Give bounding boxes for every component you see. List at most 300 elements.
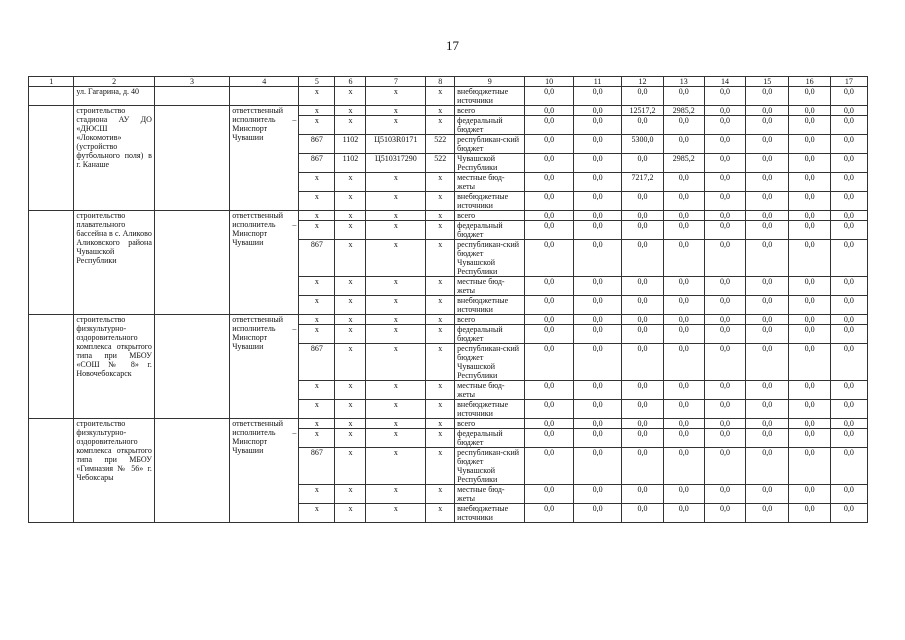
funding-source-cell: федеральный бюджет (455, 325, 525, 344)
section-code-cell: x (335, 344, 366, 381)
amount-cell: 0,0 (663, 211, 704, 221)
amount-cell: 0,0 (746, 116, 789, 135)
amount-cell: 0,0 (830, 315, 867, 325)
amount-cell: 0,0 (573, 211, 622, 221)
target-article-cell: x (366, 116, 426, 135)
section-code-cell: x (335, 240, 366, 277)
funding-source-cell: федеральный бюджет (455, 221, 525, 240)
amount-cell: 0,0 (525, 419, 574, 429)
funding-source-cell: местные бюд-жеты (455, 173, 525, 192)
program-cell (154, 106, 229, 211)
section-code-cell: x (335, 315, 366, 325)
expense-type-cell: x (426, 211, 455, 221)
amount-cell: 0,0 (789, 154, 830, 173)
amount-cell: 0,0 (525, 344, 574, 381)
expense-type-cell: 522 (426, 135, 455, 154)
section-code-cell: 1102 (335, 135, 366, 154)
table-row (29, 106, 868, 116)
amount-cell: 0,0 (704, 504, 745, 523)
target-article-cell: x (366, 325, 426, 344)
amount-cell: 0,0 (704, 381, 745, 400)
amount-cell: 0,0 (704, 154, 745, 173)
table-row (29, 87, 868, 106)
amount-cell: 0,0 (525, 211, 574, 221)
amount-cell: 0,0 (830, 221, 867, 240)
amount-cell: 0,0 (663, 400, 704, 419)
amount-cell: 0,0 (525, 87, 574, 106)
header-cell: 9 (455, 77, 525, 87)
section-code-cell: x (335, 192, 366, 211)
amount-cell: 0,0 (525, 296, 574, 315)
expense-type-cell: x (426, 315, 455, 325)
amount-cell: 0,0 (746, 419, 789, 429)
expense-type-cell: x (426, 344, 455, 381)
amount-cell: 0,0 (830, 296, 867, 315)
amount-cell: 0,0 (704, 116, 745, 135)
amount-cell: 0,0 (663, 87, 704, 106)
section-code-cell: x (335, 419, 366, 429)
amount-cell: 0,0 (622, 325, 663, 344)
amount-cell: 0,0 (789, 419, 830, 429)
amount-cell: 0,0 (622, 344, 663, 381)
grbs-code-cell: 867 (299, 135, 335, 154)
page-number: 17 (446, 38, 459, 53)
amount-cell: 0,0 (746, 325, 789, 344)
amount-cell: 0,0 (830, 429, 867, 448)
row-number-cell (29, 315, 74, 419)
amount-cell: 0,0 (746, 485, 789, 504)
amount-cell: 0,0 (704, 344, 745, 381)
target-article-cell: x (366, 87, 426, 106)
amount-cell: 0,0 (789, 429, 830, 448)
amount-cell: 2985,2 (663, 154, 704, 173)
grbs-code-cell: x (299, 325, 335, 344)
amount-cell: 0,0 (622, 211, 663, 221)
grbs-code-cell: x (299, 277, 335, 296)
amount-cell: 0,0 (746, 448, 789, 485)
amount-cell: 0,0 (525, 240, 574, 277)
funding-source-cell: местные бюд-жеты (455, 277, 525, 296)
amount-cell: 0,0 (663, 429, 704, 448)
section-code-cell: x (335, 325, 366, 344)
amount-cell: 0,0 (573, 315, 622, 325)
amount-cell: 0,0 (573, 419, 622, 429)
table-row (29, 419, 868, 429)
grbs-code-cell: x (299, 87, 335, 106)
amount-cell: 0,0 (663, 192, 704, 211)
header-cell: 14 (704, 77, 745, 87)
amount-cell: 0,0 (746, 381, 789, 400)
amount-cell: 0,0 (622, 296, 663, 315)
amount-cell: 0,0 (704, 173, 745, 192)
grbs-code-cell: x (299, 173, 335, 192)
amount-cell: 0,0 (525, 173, 574, 192)
target-article-cell: x (366, 485, 426, 504)
amount-cell: 0,0 (573, 429, 622, 448)
amount-cell: 0,0 (525, 504, 574, 523)
amount-cell: 0,0 (573, 344, 622, 381)
amount-cell: 0,0 (789, 448, 830, 485)
expense-type-cell: x (426, 296, 455, 315)
amount-cell: 7217,2 (622, 173, 663, 192)
target-article-cell: x (366, 211, 426, 221)
amount-cell: 0,0 (789, 173, 830, 192)
amount-cell: 0,0 (746, 211, 789, 221)
amount-cell: 0,0 (573, 400, 622, 419)
amount-cell: 0,0 (663, 381, 704, 400)
amount-cell: 0,0 (746, 344, 789, 381)
amount-cell: 0,0 (789, 135, 830, 154)
amount-cell: 0,0 (525, 135, 574, 154)
event-description-cell: строительство стадиона АУ ДО «ДЮСШ «Локомотив» (устройство футбольного поля) в г. Канаше (74, 106, 154, 211)
grbs-code-cell: x (299, 429, 335, 448)
amount-cell: 0,0 (525, 154, 574, 173)
amount-cell: 0,0 (573, 381, 622, 400)
amount-cell: 0,0 (663, 504, 704, 523)
header-cell: 12 (622, 77, 663, 87)
amount-cell: 0,0 (746, 400, 789, 419)
grbs-code-cell: x (299, 381, 335, 400)
section-code-cell: x (335, 106, 366, 116)
amount-cell: 0,0 (573, 173, 622, 192)
amount-cell: 0,0 (573, 240, 622, 277)
header-cell: 4 (230, 77, 299, 87)
amount-cell: 0,0 (573, 116, 622, 135)
amount-cell: 0,0 (663, 325, 704, 344)
amount-cell: 0,0 (746, 154, 789, 173)
amount-cell: 5300,0 (622, 135, 663, 154)
expense-type-cell: x (426, 419, 455, 429)
grbs-code-cell: x (299, 221, 335, 240)
target-article-cell: x (366, 192, 426, 211)
amount-cell: 2985,2 (663, 106, 704, 116)
amount-cell: 0,0 (622, 277, 663, 296)
program-cell (154, 211, 229, 315)
amount-cell: 0,0 (789, 485, 830, 504)
funding-source-cell: республикан-ский бюджет (455, 135, 525, 154)
expense-type-cell: x (426, 400, 455, 419)
amount-cell: 0,0 (830, 344, 867, 381)
expense-type-cell: x (426, 325, 455, 344)
grbs-code-cell: x (299, 400, 335, 419)
amount-cell: 0,0 (746, 192, 789, 211)
target-article-cell: x (366, 296, 426, 315)
table-row (29, 211, 868, 221)
amount-cell: 0,0 (830, 173, 867, 192)
amount-cell: 0,0 (789, 381, 830, 400)
target-article-cell: x (366, 504, 426, 523)
amount-cell: 0,0 (573, 106, 622, 116)
header-cell: 6 (335, 77, 366, 87)
amount-cell: 0,0 (573, 485, 622, 504)
amount-cell: 0,0 (622, 116, 663, 135)
funding-source-cell: внебюджетные источники (455, 87, 525, 106)
amount-cell: 0,0 (663, 344, 704, 381)
grbs-code-cell: x (299, 419, 335, 429)
amount-cell: 0,0 (622, 240, 663, 277)
section-code-cell: x (335, 504, 366, 523)
amount-cell: 0,0 (663, 485, 704, 504)
target-article-cell: x (366, 344, 426, 381)
target-article-cell: x (366, 429, 426, 448)
amount-cell: 0,0 (746, 504, 789, 523)
target-article-cell: x (366, 381, 426, 400)
grbs-code-cell: x (299, 504, 335, 523)
section-code-cell: x (335, 429, 366, 448)
header-cell: 13 (663, 77, 704, 87)
grbs-code-cell: x (299, 485, 335, 504)
amount-cell: 0,0 (622, 429, 663, 448)
target-article-cell: x (366, 315, 426, 325)
header-cell: 8 (426, 77, 455, 87)
amount-cell: 0,0 (830, 277, 867, 296)
funding-source-cell: республикан-ский бюджет Чувашской Республики (455, 240, 525, 277)
amount-cell: 0,0 (704, 400, 745, 419)
amount-cell: 0,0 (622, 400, 663, 419)
amount-cell: 0,0 (704, 106, 745, 116)
header-cell: 17 (830, 77, 867, 87)
program-cell (154, 419, 229, 523)
amount-cell: 0,0 (704, 296, 745, 315)
funding-source-cell: внебюджетные источники (455, 504, 525, 523)
amount-cell: 0,0 (525, 400, 574, 419)
amount-cell: 0,0 (704, 135, 745, 154)
amount-cell: 0,0 (704, 448, 745, 485)
funding-source-cell: федеральный бюджет (455, 116, 525, 135)
budget-table (28, 76, 868, 523)
target-article-cell: x (366, 277, 426, 296)
amount-cell: 0,0 (663, 419, 704, 429)
amount-cell: 0,0 (525, 106, 574, 116)
target-article-cell: x (366, 448, 426, 485)
amount-cell: 0,0 (789, 240, 830, 277)
amount-cell: 0,0 (663, 173, 704, 192)
amount-cell: 0,0 (663, 240, 704, 277)
grbs-code-cell: x (299, 106, 335, 116)
expense-type-cell: x (426, 240, 455, 277)
amount-cell: 0,0 (746, 173, 789, 192)
event-description-cell: строительство физкультурно-оздоровительного комплекса открытого типа при МБОУ «Гимназия № 56» г. Чебоксары (74, 419, 154, 523)
executor-cell: ответственный исполнитель – Минспорт Чувашии (230, 211, 299, 315)
header-row (29, 77, 868, 87)
section-code-cell: x (335, 381, 366, 400)
section-code-cell: x (335, 400, 366, 419)
amount-cell: 0,0 (830, 400, 867, 419)
amount-cell: 0,0 (704, 419, 745, 429)
amount-cell: 0,0 (704, 87, 745, 106)
funding-source-cell: внебюджетные источники (455, 400, 525, 419)
amount-cell: 0,0 (573, 192, 622, 211)
amount-cell: 0,0 (622, 192, 663, 211)
header-cell: 7 (366, 77, 426, 87)
amount-cell: 0,0 (789, 504, 830, 523)
funding-source-cell: местные бюд-жеты (455, 381, 525, 400)
target-article-cell: x (366, 173, 426, 192)
amount-cell: 0,0 (622, 448, 663, 485)
amount-cell: 0,0 (789, 344, 830, 381)
amount-cell: 0,0 (830, 504, 867, 523)
amount-cell: 0,0 (830, 135, 867, 154)
section-code-cell: x (335, 277, 366, 296)
amount-cell: 0,0 (704, 485, 745, 504)
event-description-cell: строительство плавательного бассейна в с. Аликово Аликовского района Чувашской Республики (74, 211, 154, 315)
amount-cell: 0,0 (525, 448, 574, 485)
funding-source-cell: республикан-ский бюджет Чувашской Республики (455, 344, 525, 381)
amount-cell: 0,0 (704, 277, 745, 296)
amount-cell: 0,0 (830, 419, 867, 429)
program-cell (154, 87, 229, 106)
amount-cell: 0,0 (525, 221, 574, 240)
expense-type-cell: x (426, 116, 455, 135)
row-number-cell (29, 87, 74, 106)
amount-cell: 0,0 (663, 277, 704, 296)
amount-cell: 0,0 (704, 240, 745, 277)
amount-cell: 0,0 (622, 504, 663, 523)
amount-cell: 0,0 (830, 192, 867, 211)
section-code-cell: x (335, 296, 366, 315)
amount-cell: 0,0 (622, 485, 663, 504)
header-cell: 5 (299, 77, 335, 87)
row-number-cell (29, 211, 74, 315)
event-description-cell: строительство физкультурно-оздоровительного комплекса открытого типа при МБОУ «СОШ № 8» г. Новочебоксарск (74, 315, 154, 419)
amount-cell: 0,0 (789, 400, 830, 419)
amount-cell: 0,0 (622, 154, 663, 173)
amount-cell: 0,0 (789, 87, 830, 106)
amount-cell: 0,0 (525, 116, 574, 135)
expense-type-cell: x (426, 173, 455, 192)
grbs-code-cell: x (299, 116, 335, 135)
target-article-cell: Ц5103R0171 (366, 135, 426, 154)
section-code-cell: x (335, 87, 366, 106)
amount-cell: 0,0 (525, 381, 574, 400)
grbs-code-cell: x (299, 315, 335, 325)
funding-source-cell: федеральный бюджет (455, 429, 525, 448)
executor-cell: ответственный исполнитель – Минспорт Чувашии (230, 419, 299, 523)
amount-cell: 0,0 (663, 221, 704, 240)
amount-cell: 0,0 (573, 504, 622, 523)
program-cell (154, 315, 229, 419)
header-cell: 2 (74, 77, 154, 87)
funding-source-cell: республикан-ский бюджет Чувашской Республики (455, 448, 525, 485)
section-code-cell: x (335, 221, 366, 240)
target-article-cell: x (366, 400, 426, 419)
grbs-code-cell: x (299, 211, 335, 221)
header-cell: 10 (525, 77, 574, 87)
funding-source-cell: всего (455, 315, 525, 325)
grbs-code-cell: 867 (299, 448, 335, 485)
amount-cell: 0,0 (525, 485, 574, 504)
row-number-cell (29, 106, 74, 211)
expense-type-cell: x (426, 106, 455, 116)
amount-cell: 0,0 (663, 116, 704, 135)
amount-cell: 0,0 (746, 240, 789, 277)
amount-cell: 0,0 (789, 296, 830, 315)
amount-cell: 0,0 (830, 240, 867, 277)
header-cell: 3 (154, 77, 229, 87)
expense-type-cell: x (426, 381, 455, 400)
section-code-cell: x (335, 173, 366, 192)
funding-source-cell: всего (455, 211, 525, 221)
expense-type-cell: x (426, 277, 455, 296)
executor-cell (230, 87, 299, 106)
amount-cell: 0,0 (830, 211, 867, 221)
section-code-cell: x (335, 211, 366, 221)
amount-cell: 0,0 (663, 296, 704, 315)
target-article-cell: x (366, 419, 426, 429)
amount-cell: 0,0 (573, 296, 622, 315)
amount-cell: 0,0 (573, 448, 622, 485)
amount-cell: 0,0 (746, 135, 789, 154)
expense-type-cell: x (426, 448, 455, 485)
funding-source-cell: местные бюд-жеты (455, 485, 525, 504)
amount-cell: 0,0 (704, 211, 745, 221)
expense-type-cell: x (426, 192, 455, 211)
amount-cell: 0,0 (789, 116, 830, 135)
target-article-cell: x (366, 221, 426, 240)
table-body (29, 87, 868, 523)
amount-cell: 0,0 (789, 192, 830, 211)
header-cell: 11 (573, 77, 622, 87)
amount-cell: 0,0 (663, 448, 704, 485)
amount-cell: 0,0 (746, 429, 789, 448)
amount-cell: 0,0 (622, 87, 663, 106)
header-cell: 1 (29, 77, 74, 87)
funding-source-cell: внебюджетные источники (455, 192, 525, 211)
amount-cell: 0,0 (789, 106, 830, 116)
amount-cell: 0,0 (830, 485, 867, 504)
amount-cell: 0,0 (704, 221, 745, 240)
amount-cell: 0,0 (704, 192, 745, 211)
executor-cell: ответственный исполнитель – Минспорт Чувашии (230, 315, 299, 419)
amount-cell: 0,0 (622, 315, 663, 325)
amount-cell: 0,0 (525, 277, 574, 296)
amount-cell: 0,0 (830, 381, 867, 400)
amount-cell: 0,0 (525, 192, 574, 211)
amount-cell: 0,0 (746, 106, 789, 116)
amount-cell: 0,0 (704, 315, 745, 325)
expense-type-cell: x (426, 429, 455, 448)
grbs-code-cell: 867 (299, 240, 335, 277)
section-code-cell: x (335, 116, 366, 135)
grbs-code-cell: 867 (299, 344, 335, 381)
grbs-code-cell: x (299, 192, 335, 211)
amount-cell: 12517,2 (622, 106, 663, 116)
amount-cell: 0,0 (525, 325, 574, 344)
section-code-cell: x (335, 448, 366, 485)
amount-cell: 0,0 (573, 87, 622, 106)
section-code-cell: x (335, 485, 366, 504)
table-row (29, 315, 868, 325)
amount-cell: 0,0 (573, 325, 622, 344)
amount-cell: 0,0 (789, 277, 830, 296)
expense-type-cell: 522 (426, 154, 455, 173)
header-cell: 16 (789, 77, 830, 87)
section-code-cell: 1102 (335, 154, 366, 173)
executor-cell: ответственный исполнитель – Минспорт Чувашии (230, 106, 299, 211)
amount-cell: 0,0 (830, 325, 867, 344)
amount-cell: 0,0 (746, 315, 789, 325)
amount-cell: 0,0 (746, 221, 789, 240)
header-cell: 15 (746, 77, 789, 87)
amount-cell: 0,0 (573, 135, 622, 154)
amount-cell: 0,0 (704, 429, 745, 448)
amount-cell: 0,0 (622, 381, 663, 400)
target-article-cell: Ц510317290 (366, 154, 426, 173)
amount-cell: 0,0 (830, 116, 867, 135)
target-article-cell: x (366, 240, 426, 277)
amount-cell: 0,0 (622, 419, 663, 429)
amount-cell: 0,0 (830, 154, 867, 173)
